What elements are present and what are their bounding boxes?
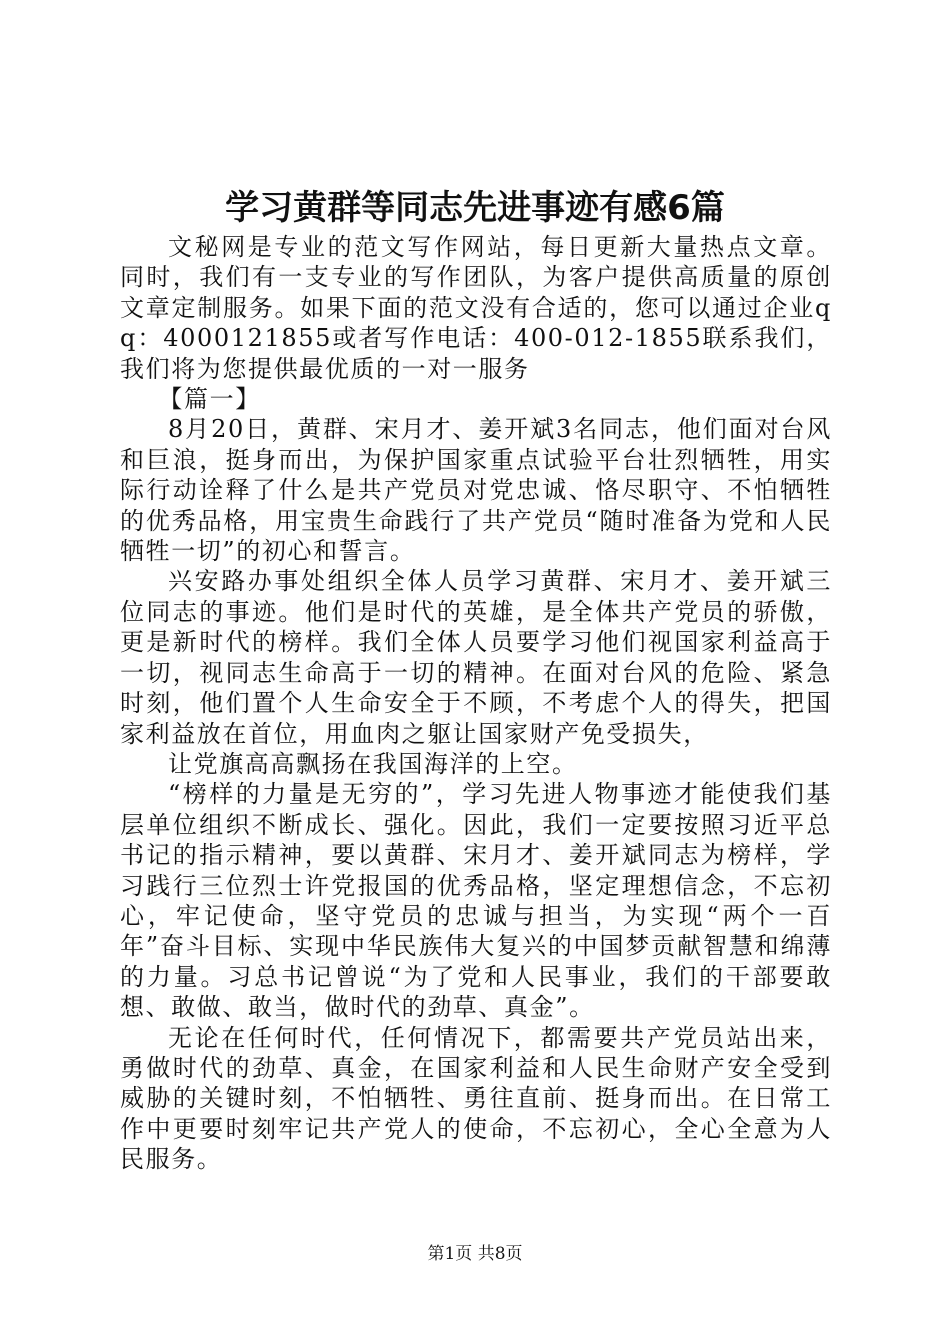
document-body: [120, 232, 832, 1175]
body-paragraph-4: “榜样的力量是无穷的”，学习先进人物事迹才能使我们基层单位组织不断成长、强化。因此，我们一定要按照习近平总书记的指示精神，要以黄群、宋月才、姜开斌同志为榜样，学习践行三位烈士许党报国的优秀品格，坚定理想信念，不忘初心，牢记使命，坚守党员的忠诚与担当，为实现“两个一百年”奋斗目标、实现中华民族伟大复兴的中国梦贡献智慧和绵薄的力量。习总书记曾说“为了党和人民事业，我们的干部要敢想、敢做、敢当，做时代的劲草、真金”。: [120, 780, 832, 1022]
body-paragraph-1: 8月20日，黄群、宋月才、姜开斌3名同志，他们面对台风和巨浪，挺身而出，为保护国家重点试验平台壮烈牺牲，用实际行动诠释了什么是共产党员对党忠诚、恪尽职守、不怕牺牲的优秀品格，用宝贵生命践行了共产党员“随时准备为党和人民牺牲一切”的初心和誓言。: [120, 415, 832, 566]
body-paragraph-2: 兴安路办事处组织全体人员学习黄群、宋月才、姜开斌三位同志的事迹。他们是时代的英雄，是全体共产党员的骄傲，更是新时代的榜样。我们全体人员要学习他们视国家利益高于一切，视同志生命高于一切的精神。在面对台风的危险、紧急时刻，他们置个人生命安全于不顾，不考虑个人的得失，把国家利益放在首位，用血肉之躯让国家财产免受损失，: [120, 567, 832, 748]
section-heading: 【篇一】: [158, 385, 261, 414]
body-paragraph-3: 让党旗高高飘扬在我国海洋的上空。: [168, 749, 578, 778]
document-title: 学习黄群等同志先进事迹有感6篇: [225, 188, 725, 228]
body-paragraph-5: 无论在任何时代，任何情况下，都需要共产党员站出来，勇做时代的劲草、真金，在国家利益和人民生命财产安全受到威胁的关键时刻，不怕牺牲、勇往直前、挺身而出。在日常工作中更要时刻牢记共产党人的使命，不忘初心，全心全意为人民服务。: [120, 1023, 832, 1174]
page-footer: 第1页 共8页: [427, 1244, 523, 1264]
intro-paragraph: 文秘网是专业的范文写作网站，每日更新大量热点文章。同时，我们有一支专业的写作团队，为客户提供高质量的原创文章定制服务。如果下面的范文没有合适的，您可以通过企业qq：4000121855或者写作电话：400-012-1855联系我们，我们将为您提供最优质的一对一服务: [120, 233, 832, 383]
